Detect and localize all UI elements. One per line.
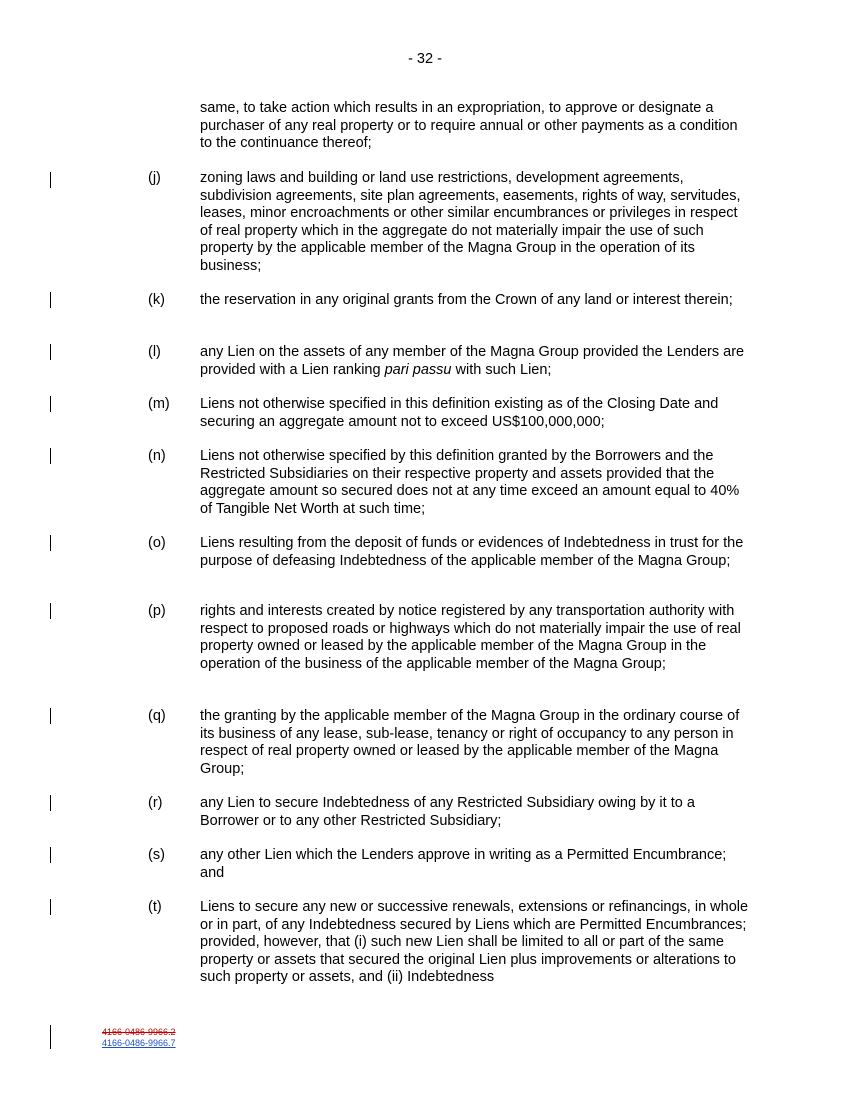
item-label: (r) [148, 795, 163, 811]
item-label: (s) [148, 847, 165, 863]
item-label: (p) [148, 603, 166, 619]
change-bar [50, 292, 51, 308]
item-text-after: with such Lien; [451, 361, 552, 378]
page-number: - 32 - [408, 51, 442, 67]
item-label: (q) [148, 708, 166, 724]
change-bar [50, 795, 51, 811]
item-text: the granting by the applicable member of the Magna Group in the ordinary course of its business of any lease, sub-lease, tenancy or right of occupancy to any person in respect of real property owned or leased by the applicable member of the Magna Group; [200, 708, 740, 777]
change-bar [50, 899, 51, 915]
item-label: (m) [148, 396, 170, 412]
change-bar [50, 1025, 51, 1049]
item-text-before: any Lien on the assets of any member of the Magna Group provided the Lenders are provided with a Lien ranking [200, 344, 745, 378]
change-bar [50, 448, 51, 464]
item-text: the reservation in any original grants from the Crown of any land or interest therein; [200, 292, 733, 308]
item-text: any Lien to secure Indebtedness of any Restricted Subsidiary owing by it to a Borrower or to any other Restricted Subsidiary; [200, 795, 695, 829]
item-text: zoning laws and building or land use restrictions, development agreements, subdivision agreements, site plan agreements, easements, rights of way, servitudes, leases, minor encroachments or other similar encumbrances or privileges in respect of real property which in the aggregate do not materially impair the use of such property by the applicable member of the Magna Group in the operation of its business; [200, 170, 741, 274]
change-bar [50, 708, 51, 724]
change-bar [50, 847, 51, 863]
document-footer [102, 1027, 176, 1049]
change-bar [50, 344, 51, 360]
item-label: (l) [148, 344, 161, 360]
change-bar [50, 172, 51, 188]
item-label: (k) [148, 292, 165, 308]
inserted-doc-id: 4166-0486-9966.7 [102, 1038, 176, 1048]
intro-paragraph: same, to take action which results in an expropriation, to approve or designate a purchaser of any real property or to require annual or other payments as a condition to the continuance thereof; [200, 100, 738, 152]
item-text: Liens resulting from the deposit of funds or evidences of Indebtedness in trust for the purpose of defeasing Indebtedness of the applicable member of the Magna Group; [200, 535, 744, 569]
item-text: Liens not otherwise specified in this definition existing as of the Closing Date and securing an aggregate amount not to exceed US$100,000,000; [200, 396, 719, 430]
item-text-italic: pari passu [384, 361, 452, 378]
item-text [200, 344, 752, 379]
item-label: (o) [148, 535, 166, 551]
item-label: (j) [148, 170, 161, 186]
item-text: Liens to secure any new or successive renewals, extensions or refinancings, in whole or in part, of any Indebtedness secured by Liens which are Permitted Encumbrances; provided, however, that (i) such new Lien shall be limited to all or part of the same property or assets that secured the original Lien plus improvements or alterations to such property or assets, and (ii) Indebtedness [200, 899, 749, 986]
item-label: (t) [148, 899, 162, 915]
item-text: any other Lien which the Lenders approve in writing as a Permitted Encumbrance; and [200, 847, 727, 881]
item-label: (n) [148, 448, 166, 464]
deleted-doc-id: 4166-0486-9966.2 [102, 1027, 176, 1037]
item-text: Liens not otherwise specified by this definition granted by the Borrowers and the Restricted Subsidiaries on their respective property and assets provided that the aggregate amount so secured does not at any time exceed an amount equal to 40% of Tangible Net Worth at such time; [200, 448, 740, 517]
item-text: rights and interests created by notice registered by any transportation authority with respect to proposed roads or highways which do not materially impair the use of real property owned or leased by the applicable member of the Magna Group in the operation of the business of the applicable member of the Magna Group; [200, 603, 741, 672]
change-bar [50, 603, 51, 619]
change-bar [50, 396, 51, 412]
change-bar [50, 535, 51, 551]
